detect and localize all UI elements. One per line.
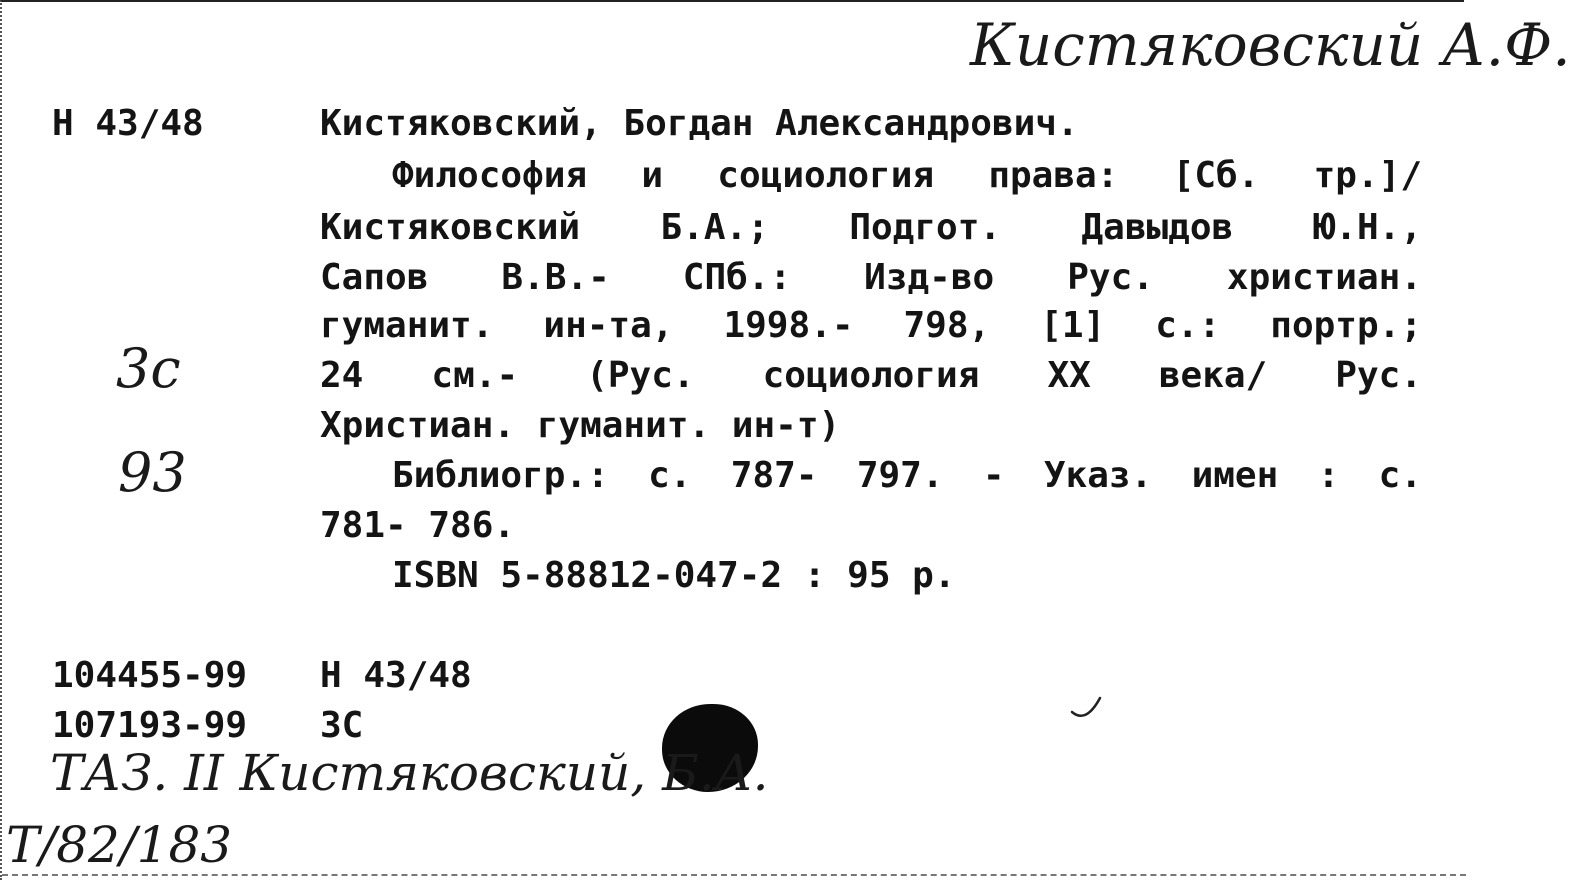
inventory-number: 107193-99: [52, 705, 248, 746]
series-continuation-line: Христиан. гуманит. ин-т): [320, 405, 841, 446]
author-heading: Кистяковский, Богдан Александрович.: [320, 103, 1079, 144]
handwritten-mark-3c: 3с: [116, 337, 181, 400]
handwritten-heading: Кистяковский А.Ф.: [970, 11, 1571, 79]
series-line: 24 см.- (Рус. социология XX века/ Рус.: [320, 355, 1422, 396]
card-bottom-edge: [2, 874, 1466, 876]
handwritten-shelf-note: Т/82/183: [6, 816, 233, 874]
responsibility-line: Кистяковский Б.А.; Подгот. Давыдов Ю.Н.,: [320, 207, 1422, 248]
bibliography-note: Библиогр.: с. 787- 797. - Указ. имен : с.: [392, 455, 1422, 496]
extent-line: гуманит. ин-та, 1998.- 798, [1] с.: портр.;: [320, 305, 1422, 346]
title-line: Философия и социология права: [Сб. тр.]/: [392, 155, 1422, 196]
inventory-location: Н 43/48: [320, 655, 472, 696]
handwritten-mark-93: 93: [118, 441, 187, 504]
handwritten-note-line: ТАЗ. II Кистяковский, Б.А.: [50, 744, 769, 802]
index-pages-line: 781- 786.: [320, 505, 516, 546]
inventory-number: 104455-99: [52, 655, 248, 696]
call-number: Н 43/48: [52, 103, 204, 144]
inventory-location: 3С: [320, 705, 364, 746]
isbn-line: ISBN 5-88812-047-2 : 95 р.: [392, 555, 956, 596]
publication-line: Сапов В.В.- СПб.: Изд-во Рус. христиан.: [320, 257, 1422, 298]
ink-stroke: [1068, 694, 1108, 724]
